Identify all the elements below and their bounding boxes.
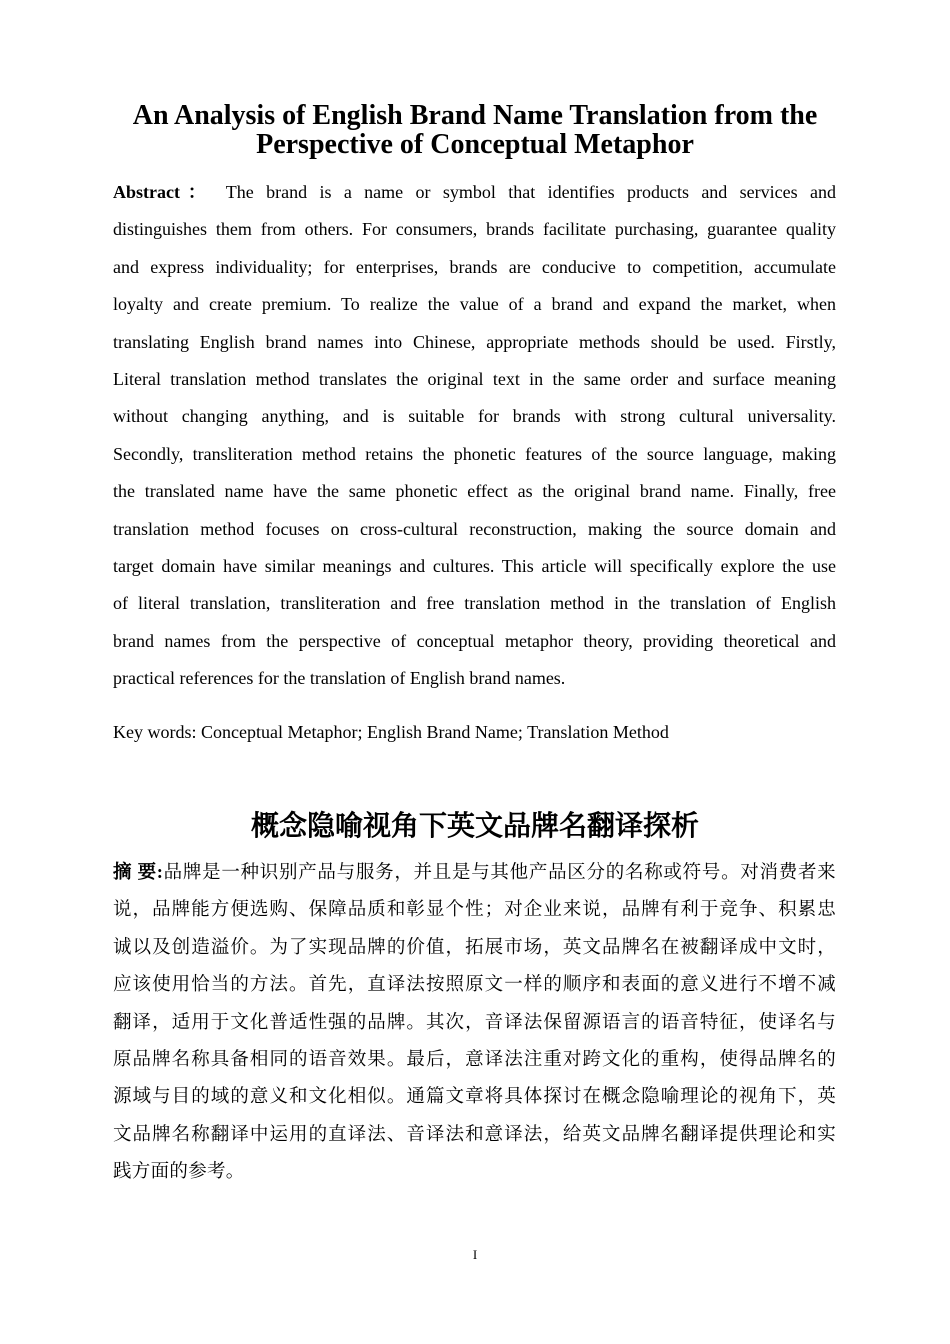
abstract-text: practical references for the translation of English brand names.	[113, 668, 566, 689]
abstract-line	[113, 585, 836, 622]
zh-abstract-line	[113, 1117, 836, 1154]
chinese-abstract	[113, 855, 836, 1192]
abstract-line	[113, 286, 836, 323]
abstract-line	[113, 324, 836, 361]
abstract-text: and express individuality; for enterprises, brands are conducive to competition, accumulate	[113, 256, 836, 277]
abstract-line	[113, 660, 836, 697]
abstract-text: The brand is a name or symbol that identifies products and services and	[213, 182, 837, 202]
title-line-1: An Analysis of English Brand Name Translation from the	[132, 100, 818, 131]
chinese-title: 概念隐喻视角下英文品牌名翻译探析	[250, 811, 699, 842]
abstract-text: Literal translation method translates the original text in the same order and surface meaning	[113, 368, 836, 389]
zh-abstract-text: 说，品牌能方便选购、保障品质和彰显个性；对企业来说，品牌有利于竞争、积累忠	[113, 900, 836, 921]
zh-abstract-line	[113, 855, 836, 892]
abstract-text: without changing anything, and is suitable for brands with strong cultural universality.	[113, 406, 836, 427]
zh-abstract-line	[113, 1154, 836, 1191]
abstract-line	[113, 174, 836, 211]
zh-abstract-text: 应该使用恰当的方法。首先，直译法按照原文一样的顺序和表面的意义进行不增不减	[113, 975, 836, 996]
zh-abstract-text: 诚以及创造溢价。为了实现品牌的价值，拓展市场，英文品牌名在被翻译成中文时，	[113, 937, 836, 958]
abstract-text: Secondly, transliteration method retains the phonetic features of the source language, making	[113, 443, 836, 464]
abstract-line	[113, 211, 836, 248]
abstract-text: translation method focuses on cross-cultural reconstruction, making the source domain and	[113, 518, 836, 539]
zh-abstract-text: 践方面的参考。	[113, 1162, 245, 1183]
english-abstract	[113, 174, 836, 697]
abstract-line	[113, 436, 836, 473]
zh-abstract-line	[113, 1005, 836, 1042]
abstract-text: translating English brand names into Chinese, appropriate methods should be used. Firstly,	[113, 331, 836, 352]
zh-abstract-line	[113, 1042, 836, 1079]
abstract-text: of literal translation, transliteration and free translation method in the translation of English	[113, 593, 836, 614]
zh-abstract-line	[113, 1079, 836, 1116]
zh-abstract-line	[113, 967, 836, 1004]
zh-abstract-text: 品牌是一种识别产品与服务，并且是与其他产品区分的名称或符号。对消费者来	[163, 863, 836, 883]
zh-abstract-text: 原品牌名称具备相同的语音效果。最后，意译法注重对跨文化的重构，使得品牌名的	[113, 1049, 836, 1070]
keywords: Key words: Conceptual Metaphor; English Brand Name; Translation Method	[113, 722, 669, 742]
abstract-line	[113, 473, 836, 510]
abstract-text: the translated name have the same phonetic effect as the original brand name. Finally, free	[113, 481, 836, 502]
title-line-2: Perspective of Conceptual Metaphor	[256, 129, 694, 160]
page-number: I	[472, 1247, 478, 1262]
abstract-label: Abstract：	[113, 182, 214, 202]
abstract-text: target domain have similar meanings and cultures. This article will specifically explore the use	[113, 555, 836, 576]
abstract-line	[113, 361, 836, 398]
abstract-line	[113, 548, 836, 585]
abstract-line	[113, 249, 836, 286]
abstract-line	[113, 623, 836, 660]
abstract-line	[113, 511, 836, 548]
abstract-line	[113, 398, 836, 435]
zh-abstract-text: 文品牌名称翻译中运用的直译法、音译法和意译法，给英文品牌名翻译提供理论和实	[113, 1124, 836, 1145]
zh-abstract-line	[113, 930, 836, 967]
zh-abstract-text: 源域与目的域的意义和文化相似。通篇文章将具体探讨在概念隐喻理论的视角下，英	[113, 1087, 836, 1108]
zh-abstract-label: 摘 要:	[113, 863, 164, 883]
zh-abstract-line	[113, 892, 836, 929]
zh-abstract-text: 翻译，适用于文化普适性强的品牌。其次，音译法保留源语言的语音特征，使译名与	[113, 1012, 836, 1033]
abstract-text: brand names from the perspective of conceptual metaphor theory, providing theoretical and	[113, 630, 836, 651]
abstract-text: loyalty and create premium. To realize the value of a brand and expand the market, when	[113, 294, 836, 315]
abstract-text: distinguishes them from others. For consumers, brands facilitate purchasing, guarantee quality	[113, 219, 836, 240]
